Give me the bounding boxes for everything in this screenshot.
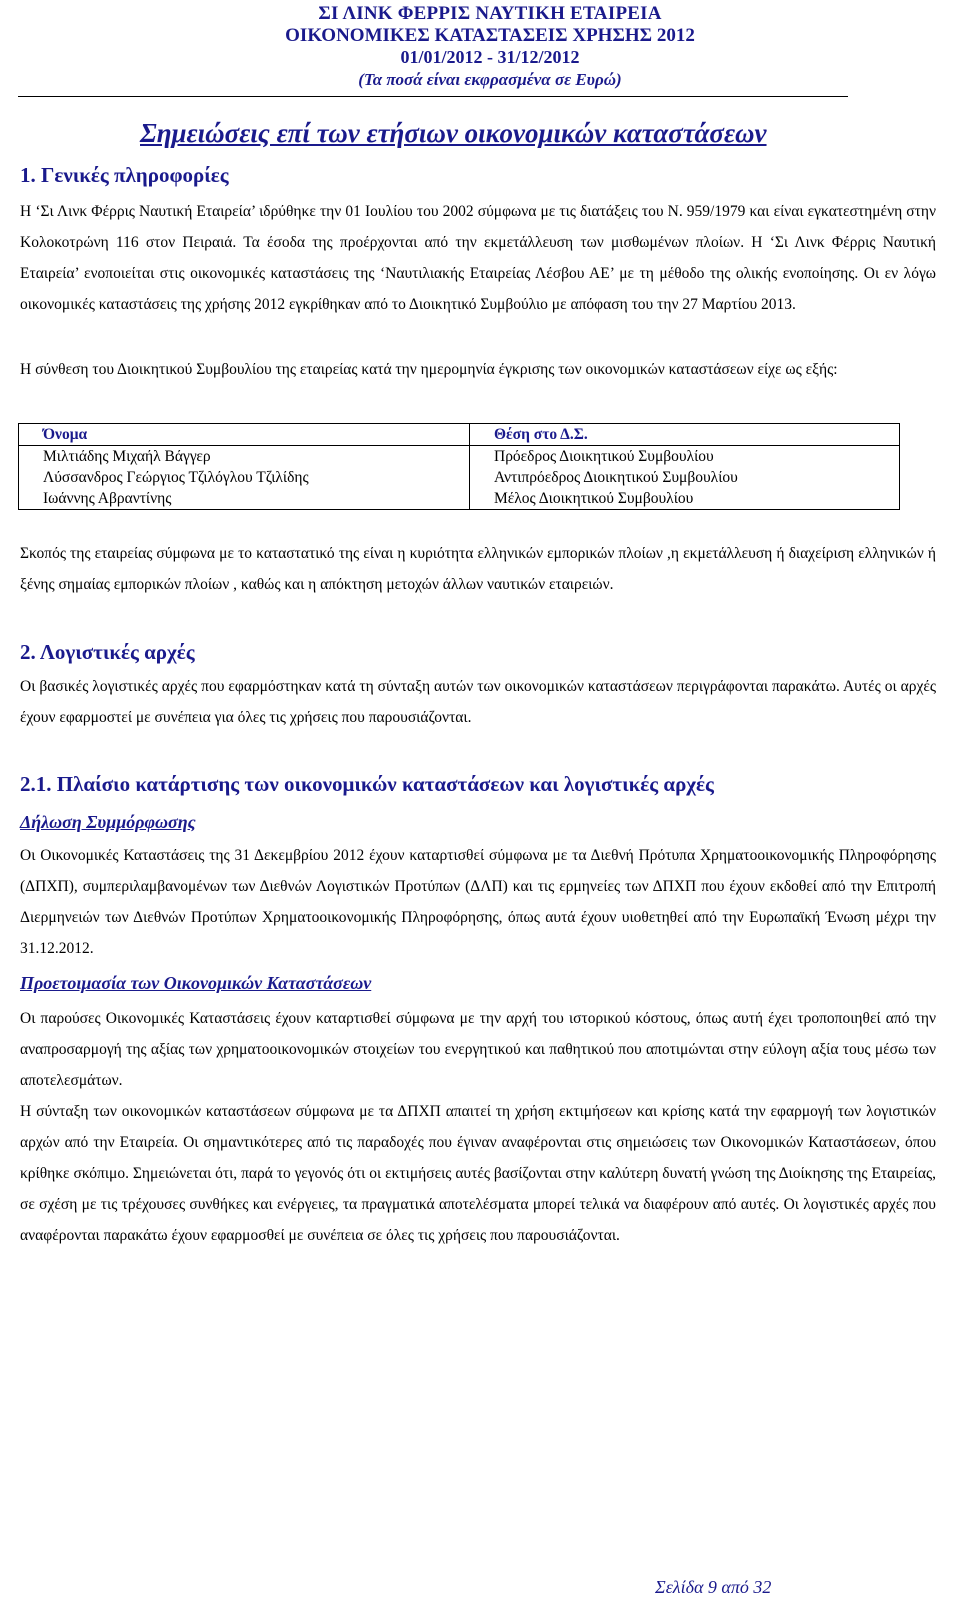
board-member-position: Μέλος Διοικητικού Συμβουλίου	[494, 490, 694, 507]
header-company: ΣΙ ΛΙΝΚ ΦΕΡΡΙΣ ΝΑΥΤΙΚΗ ΕΤΑΙΡΕΙΑ	[318, 3, 662, 24]
section-heading-accounting: 2. Λογιστικές αρχές	[20, 640, 195, 664]
table-row	[19, 467, 900, 488]
board-table	[18, 423, 900, 510]
board-member-position: Πρόεδρος Διοικητικού Συμβουλίου	[494, 448, 714, 465]
board-member-name: Ιωάννης Αβραντίνης	[19, 488, 470, 510]
general-info-paragraph: Η ‘Σι Λινκ Φέρρις Ναυτική Εταιρεία’ ιδρύθηκε την 01 Ιουλίου του 2002 σύμφωνα με τις διατάξεις του Ν. 959/1979 και είναι εγκατεστημένη στην Κολοκοτρώνη 116 στον Πειραιά. Τα έσοδα της προέρχονται από την εκμετάλλευση των μισθωμένων πλοίων. Η ‘Σι Λινκ Φέρρις Ναυτική Εταιρεία’ ενοποιείται στις οικονομικές καταστάσεις της ‘Ναυτιλιακής Εταιρείας Λέσβου ΑΕ’ με τη μέθοδο της ολικής ενοποίησης. Οι εν λόγω οικονομικές καταστάσεις της χρήσης 2012 εγκρίθηκαν από το Διοικητικό Συμβούλιο με απόφαση του την 27 Μαρτίου 2013.	[20, 203, 936, 313]
header-divider	[18, 96, 848, 97]
col-header-name: Όνομα	[19, 424, 470, 446]
header-title: ΟΙΚΟΝΟΜΙΚΕΣ ΚΑΤΑΣΤΑΣΕΙΣ ΧΡΗΣΗΣ 2012	[285, 25, 695, 46]
subheading-compliance: Δήλωση Συμμόρφωσης	[20, 812, 196, 832]
header-period: 01/01/2012 - 31/12/2012	[400, 47, 580, 67]
board-member-name: Λύσσανδρος Γεώργιος Τζιλόγλου Τζιλίδης	[19, 467, 470, 488]
preparation-paragraph-1: Οι παρούσες Οικονομικές Καταστάσεις έχουν καταρτισθεί σύμφωνα με την αρχή του ιστορικού κόστους, όπως αυτή έχει τροποποιηθεί από την αναπροσαρμογή της αξίας των χρηματοοικονομικών στοιχείων του ενεργητικού και παθητικού που αποτιμώνται στην εύλογη αξία τους μέσω των αποτελεσμάτων.	[20, 1010, 936, 1089]
compliance-paragraph: Οι Οικονομικές Καταστάσεις της 31 Δεκεμβρίου 2012 έχουν καταρτισθεί σύμφωνα με τα Διεθνή Πρότυπα Χρηματοοικονομικής Πληροφόρησης (ΔΠΧΠ), συμπεριλαμβανομένων των Διεθνών Λογιστικών Προτύπων (ΔΛΠ) και τις ερμηνείες των ΔΠΧΠ που έχουν εκδοθεί από την Επιτροπή Διερμηνειών των Διεθνών Προτύπων Χρηματοοικονομικής Πληροφόρησης, όπως αυτά έχουν υιοθετηθεί από την Ευρωπαϊκή Ένωση μέχρι την 31.12.2012.	[20, 847, 936, 957]
board-member-name: Μιλτιάδης Μιχαήλ Βάγγερ	[19, 446, 470, 468]
page-title: Σημειώσεις επί των ετήσιων οικονομικών καταστάσεων	[140, 118, 767, 148]
col-header-position: Θέση στο Δ.Σ.	[470, 424, 900, 446]
page-number: Σελίδα 9 από 32	[655, 1577, 772, 1597]
accounting-principles-paragraph: Οι βασικές λογιστικές αρχές που εφαρμόστηκαν κατά τη σύνταξη αυτών των οικονομικών καταστάσεων περιγράφονται παρακάτω. Αυτές οι αρχές έχουν εφαρμοστεί με συνέπεια για όλες τις χρήσεις που παρουσιάζονται.	[20, 678, 936, 726]
section-heading-general: 1. Γενικές πληροφορίες	[20, 163, 229, 187]
company-purpose-paragraph: Σκοπός της εταιρείας σύμφωνα με το καταστατικό της είναι η κυριότητα ελληνικών εμπορικών πλοίων ,η εκμετάλλευση ή διαχείριση ελληνικών ή ξένης σημαίας εμπορικών πλοίων , καθώς και η απόκτηση μετοχών άλλων ναυτικών εταιρειών.	[20, 545, 936, 593]
board-member-position: Αντιπρόεδρος Διοικητικού Συμβουλίου	[494, 469, 738, 486]
table-row	[19, 446, 900, 468]
table-row	[19, 488, 900, 510]
board-intro-paragraph: Η σύνθεση του Διοικητικού Συμβουλίου της εταιρείας κατά την ημερομηνία έγκρισης των οικονομικών καταστάσεων είχε ως εξής:	[20, 361, 838, 378]
preparation-paragraph-2: Η σύνταξη των οικονομικών καταστάσεων σύμφωνα με τα ΔΠΧΠ απαιτεί τη χρήση εκτιμήσεων και κρίσης κατά την εφαρμογή των λογιστικών αρχών από την Εταιρεία. Οι σημαντικότερες από τις παραδοχές που έγιναν αναφέρονται στις σημειώσεις των Οικονομικών Καταστάσεων, όπου κρίθηκε σκόπιμο. Σημειώνεται ότι, παρά το γεγονός ότι οι εκτιμήσεις αυτές βασίζονται στην καλύτερη δυνατή γνώση της Διοίκησης της Εταιρείας, σε σχέση με τις τρέχουσες συνθήκες και ενέργειες, τα πραγματικά αποτελέσματα μπορεί τελικά να διαφέρουν από αυτές. Οι λογιστικές αρχές που αναφέρονται παρακάτω έχουν εφαρμοσθεί με συνέπεια σε όλες τις χρήσεις που παρουσιάζονται.	[20, 1103, 936, 1244]
section-heading-framework: 2.1. Πλαίσιο κατάρτισης των οικονομικών καταστάσεων και λογιστικές αρχές	[20, 772, 714, 796]
table-header-row	[19, 424, 900, 446]
subheading-preparation: Προετοιμασία των Οικονομικών Καταστάσεων	[20, 973, 372, 993]
header-currency-note: (Τα ποσά είναι εκφρασμένα σε Ευρώ)	[358, 70, 622, 89]
